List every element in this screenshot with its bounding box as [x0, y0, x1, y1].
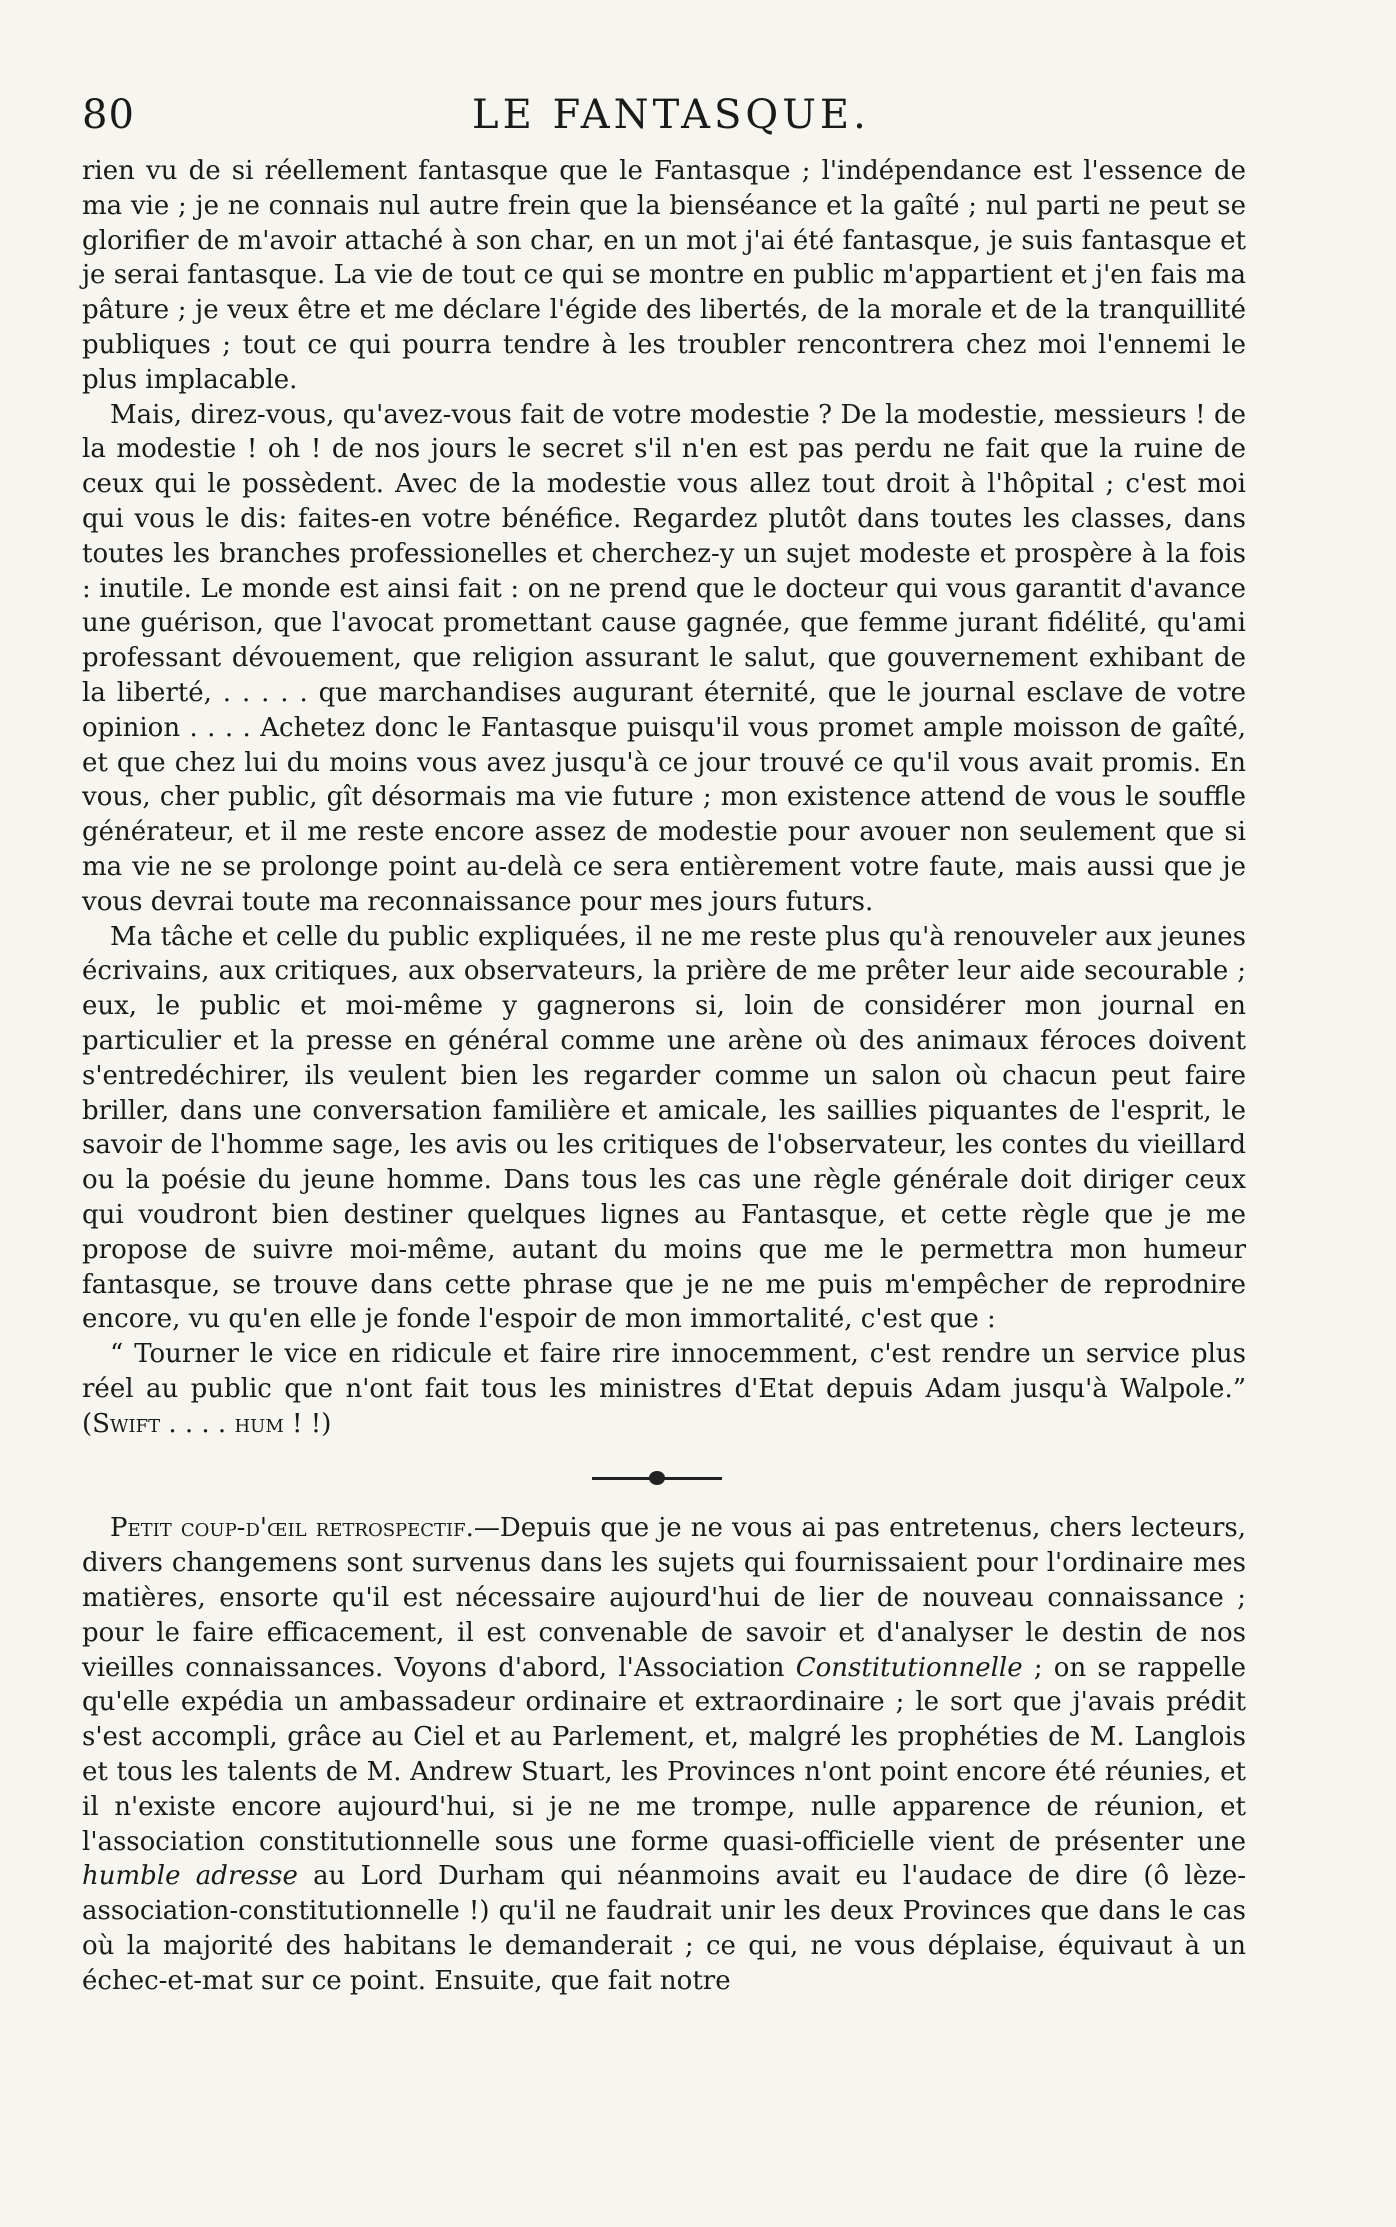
attr-name-hum: hum — [234, 1408, 284, 1439]
paragraph-3: Ma tâche et celle du public expliquées, il ne me reste plus qu'à renouveler aux jeunes écrivains, aux critiques, aux observateurs, la prière de me prêter leur aide secourable ; eux, le public et moi-même y gagnerons si, loin de considérer mon journal en particulier et la presse en général comme une arène où des animaux féroces doivent s'entredéchirer, ils veulent bien les regarder comme un salon où chacun peut faire briller, dans une conversation familière et amicale, les saillies piquantes de l'esprit, le savoir de l'homme sage, les avis ou les critiques de l'observateur, les contes du vieillard ou la poésie du jeune homme. Dans tous les cas une règle générale doit diriger ceux qui voudront bien destiner quelques lignes au Fantasque, et cette règle que je me propose de suivre moi-même, autant du moins que me le permettra mon humeur fantasque, se trouve dans cette phrase que je ne me puis m'empêcher de reprodnire encore, vu qu'en elle je fonde l'espoir de mon immortalité, c'est que : — [82, 921, 1246, 1335]
attr-name-swift: Swift — [92, 1408, 161, 1439]
quotation-paragraph — [82, 1337, 1246, 1441]
paragraph-retrospective — [82, 1511, 1246, 1998]
retro-emphasis-2: humble adresse — [82, 1861, 298, 1892]
page-number: 80 — [82, 92, 135, 138]
retrospective-section — [82, 1511, 1246, 1998]
running-title: LE FANTASQUE. — [472, 92, 870, 138]
paragraph-2: Mais, direz-vous, qu'avez-vous fait de votre modestie ? De la modestie, messieurs ! de la modestie ! oh ! de nos jours le secret s'il n'en est pas perdu ne fait que la ruine de ceux qui le possèdent. Avec de la modestie vous allez tout droit à l'hôpital ; c'est moi qui vous le dis: faites-en votre bénéfice. Regardez plutôt dans toutes les classes, dans toutes les branches professionelles et cherchez-y un sujet modeste et prospère à la fois : inutile. Le monde est ainsi fait : on ne prend que le docteur qui vous garantit d'avance une guérison, que l'avocat promettant cause gagnée, que femme jurant fidélité, qu'ami professant dévouement, que religion assurant le salut, que gouvernement exhibant de la liberté, . . . . . que marchandises augurant éternité, que le journal esclave de votre opinion . . . . Achetez donc le Fantasque puisqu'il vous promet ample moisson de gaîté, et que chez lui du moins vous avez jusqu'à ce jour trouvé ce qu'il vous avait promis. En vous, cher public, gît désormais ma vie future ; mon existence attend de vous le souffle générateur, et il me reste encore assez de modestie pour avouer non seulement que si ma vie ne se prolonge point au-delà ce sera entièrement votre faute, mais aussi que je vous devrai toute ma reconnaissance pour mes jours futurs. — [82, 399, 1246, 917]
attr-open: ( — [82, 1408, 93, 1439]
section-lead: Petit coup-d'œil retrospectif. — [110, 1513, 474, 1544]
retro-text-c: au Lord Durham qui néanmoins avait eu l'audace de dire (ô lèze-association-constitutionnelle !) qu'il ne faudrait unir les deux Provinces que dans le cas où la majorité des habitans le demanderait ; ce qui, ne vous déplaise, équivaut à un échec-et-mat sur ce point. Ensuite, que fait notre — [82, 1861, 1246, 1996]
retro-emphasis-1: Constitutionnelle — [795, 1652, 1023, 1683]
attr-close: ! !) — [283, 1408, 332, 1439]
paragraph-1: rien vu de si réellement fantasque que le Fantasque ; l'indépendance est l'essence de ma vie ; je ne connais nul autre frein que la bienséance et la gaîté ; nul parti ne peut se glorifier de m'avoir attaché à son char, en un mot j'ai été fantasque, je suis fantasque et je serai fantasque. La vie de tout ce qui se montre en public m'appartient et j'en fais ma pâture ; je veux être et me déclare l'égide des libertés, de la morale et de la tranquillité publiques ; tout ce qui pourra tendre à les troubler rencontrera chez moi l'ennemi le plus implacable. — [82, 156, 1246, 395]
section-separator — [82, 1441, 1246, 1511]
retro-text-b: ; on se rappelle qu'elle expédia un ambassadeur ordinaire et extraordinaire ; le sort que j'avais prédit s'est accompli, grâce au Ciel et au Parlement, et, malgré les prophéties de M. Langlois et tous les talents de M. Andrew Stuart, les Provinces n'ont point encore été réunies, et il n'existe encore aujourd'hui, si je ne me trompe, nulle apparence de réunion, et l'association constitutionnelle sous une forme quasi-officielle vient de présenter une — [82, 1652, 1246, 1857]
article-body — [82, 154, 1246, 1441]
quotation-attribution — [82, 1409, 331, 1439]
quotation-text: “ Tourner le vice en ridicule et faire rire innocemment, c'est rendre un service plus réel au public que n'ont fait tous les ministres d'Etat depuis Adam jusqu'à Walpole.” — [82, 1339, 1246, 1404]
retro-text-a: —Depuis que je ne vous ai pas entretenus, chers lecteurs, divers changemens sont survenus dans les sujets qui fournissaient pour l'ordinaire mes matières, ensorte qu'il est nécessaire aujourd'hui de lier de nouveau connaissance ; pour le faire efficacement, il est convenable de savoir et d'analyser le destin de nos vieilles connaissances. Voyons d'abord, l'Association — [82, 1513, 1246, 1683]
page-header — [82, 92, 1246, 152]
attr-dots: . . . . — [160, 1408, 235, 1439]
separator-ornament — [649, 1471, 665, 1485]
